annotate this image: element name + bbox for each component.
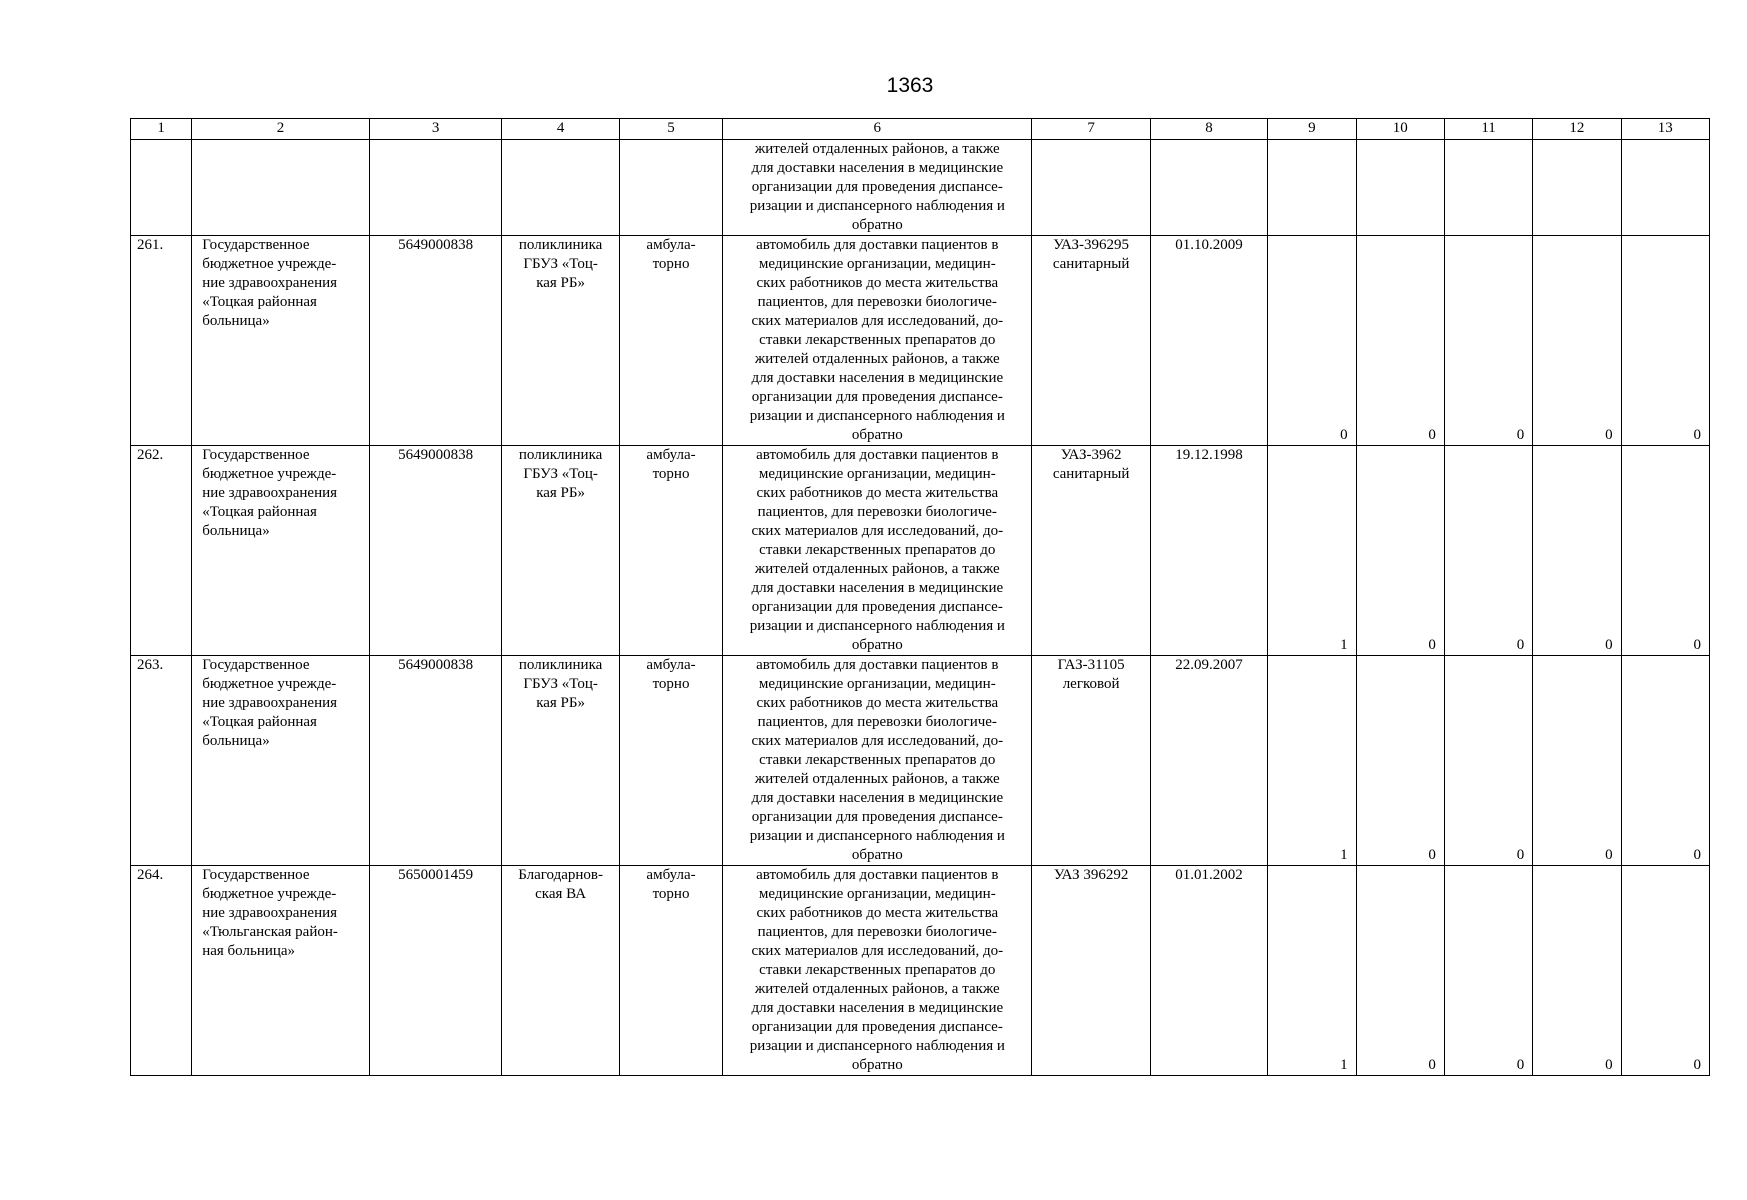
organization-line: больница» [202,313,270,329]
unit-line: поликлиника [518,447,603,463]
purpose-line: автомобиль для доставки пациентов в [756,657,999,673]
purpose-line: для доставки населения в медицинские [751,370,1004,386]
purpose-line: медицинские организации, медицин- [758,886,996,902]
organization-cell [192,446,370,656]
unit-cell [502,656,619,866]
purpose-line: для доставки населения в медицинские [751,1000,1004,1016]
column-header-cell: 4 [502,119,619,140]
purpose-line: ставки лекарственных препаратов до [759,542,996,558]
organization-line: ние здравоохранения [202,905,338,921]
vehicle-registry-table [130,118,1710,1076]
table-row [131,446,1710,656]
inn-cell: 5650001459 [369,866,502,1076]
empty-cell [1356,140,1444,236]
unit-line: Благодарнов- [518,867,604,883]
care-type-cell [619,446,722,656]
empty-cell [1533,140,1621,236]
column-header-cell: 13 [1621,119,1709,140]
vehicle-line: санитарный [1052,256,1130,272]
count-cell-12: 0 [1533,446,1621,656]
organization-line: больница» [202,523,270,539]
purpose-line: жителей отдаленных районов, а также [754,351,1000,367]
count-cell-9: 0 [1268,236,1356,446]
empty-cell [1444,140,1532,236]
date-cell: 01.01.2002 [1150,866,1267,1076]
purpose-cell [723,866,1032,1076]
count-cell-11: 0 [1444,236,1532,446]
column-header-cell: 9 [1268,119,1356,140]
care-type-line: амбула- [646,447,696,463]
purpose-line: ских работников до места жительства [756,695,999,711]
column-header-cell: 10 [1356,119,1444,140]
organization-line: Государственное [202,867,310,883]
care-type-line: торно [652,466,690,482]
organization-line: ние здравоохранения [202,695,338,711]
care-type-cell [619,236,722,446]
purpose-line: организации для проведения диспансе- [751,179,1003,195]
care-type-line: торно [652,256,690,272]
count-cell-11: 0 [1444,446,1532,656]
organization-line: Государственное [202,657,310,673]
column-header-cell: 12 [1533,119,1621,140]
purpose-line: ских работников до места жительства [756,485,999,501]
purpose-line: обратно [851,427,903,443]
organization-line: бюджетное учрежде- [202,256,337,272]
care-type-line: торно [652,886,690,902]
organization-line: «Тоцкая районная [202,714,317,730]
vehicle-cell [1032,866,1150,1076]
table-row [131,656,1710,866]
purpose-line: организации для проведения диспансе- [751,599,1003,615]
organization-line: ная больница» [202,943,296,959]
unit-cell [502,236,619,446]
purpose-cell [723,446,1032,656]
purpose-line: ризации и диспансерного наблюдения и [749,408,1005,424]
vehicle-line: УАЗ-396295 [1053,237,1129,253]
column-header-cell: 8 [1150,119,1267,140]
purpose-line: медицинские организации, медицин- [758,676,996,692]
empty-cell [131,140,192,236]
count-cell-13: 0 [1621,236,1709,446]
vehicle-line: УАЗ 396292 [1053,867,1129,883]
organization-line: Государственное [202,447,310,463]
purpose-line: обратно [851,217,903,233]
purpose-line: для доставки населения в медицинские [751,580,1004,596]
empty-cell [1268,140,1356,236]
purpose-line: медицинские организации, медицин- [758,466,996,482]
purpose-line: ризации и диспансерного наблюдения и [749,618,1005,634]
count-cell-10: 0 [1356,866,1444,1076]
unit-line: кая РБ» [536,695,586,711]
empty-cell [619,140,722,236]
care-type-line: амбула- [646,237,696,253]
table-body [131,119,1710,1076]
empty-cell [192,140,370,236]
vehicle-line: санитарный [1052,466,1130,482]
vehicle-line: ГАЗ-31105 [1057,657,1125,673]
count-cell-9: 1 [1268,446,1356,656]
purpose-line: ских работников до места жительства [756,905,999,921]
column-header-cell: 2 [192,119,370,140]
organization-line: больница» [202,733,270,749]
organization-line: «Тоцкая районная [202,504,317,520]
organization-line: бюджетное учрежде- [202,466,337,482]
organization-line: ние здравоохранения [202,485,338,501]
organization-line: бюджетное учрежде- [202,676,337,692]
count-cell-12: 0 [1533,236,1621,446]
vehicle-line: легковой [1062,676,1120,692]
count-cell-10: 0 [1356,446,1444,656]
unit-line: поликлиника [518,237,603,253]
purpose-line: ских материалов для исследований, до- [751,523,1004,539]
vehicle-cell [1032,446,1150,656]
purpose-line: для доставки населения в медицинские [751,790,1004,806]
purpose-line: ских материалов для исследований, до- [751,733,1004,749]
unit-line: ГБУЗ «Тоц- [523,676,598,692]
count-cell-11: 0 [1444,866,1532,1076]
count-cell-11: 0 [1444,656,1532,866]
count-cell-12: 0 [1533,656,1621,866]
purpose-line: ских материалов для исследований, до- [751,313,1004,329]
organization-line: «Тюльганская район- [202,924,338,940]
purpose-line: ставки лекарственных препаратов до [759,752,996,768]
organization-line: бюджетное учрежде- [202,886,337,902]
purpose-line: обратно [851,847,903,863]
organization-line: Государственное [202,237,310,253]
column-header-cell: 1 [131,119,192,140]
purpose-line: ризации и диспансерного наблюдения и [749,198,1005,214]
purpose-line: ризации и диспансерного наблюдения и [749,828,1005,844]
purpose-line: жителей отдаленных районов, а также [754,771,1000,787]
purpose-line: жителей отдаленных районов, а также [754,141,1000,157]
vehicle-cell [1032,656,1150,866]
care-type-cell [619,656,722,866]
count-cell-13: 0 [1621,866,1709,1076]
purpose-line: жителей отдаленных районов, а также [754,981,1000,997]
empty-cell [1621,140,1709,236]
column-header-cell: 3 [369,119,502,140]
purpose-line: автомобиль для доставки пациентов в [756,867,999,883]
inn-cell: 5649000838 [369,656,502,866]
organization-line: «Тоцкая районная [202,294,317,310]
purpose-line: ставки лекарственных препаратов до [759,332,996,348]
column-header-cell: 5 [619,119,722,140]
date-cell: 22.09.2007 [1150,656,1267,866]
count-cell-10: 0 [1356,236,1444,446]
organization-line: ние здравоохранения [202,275,338,291]
empty-cell [1150,140,1267,236]
care-type-cell [619,866,722,1076]
purpose-line: обратно [851,1057,903,1073]
column-header-cell: 6 [723,119,1032,140]
row-number-cell: 264. [131,866,192,1076]
purpose-line: пациентов, для перевозки биологиче- [757,714,997,730]
purpose-line: медицинские организации, медицин- [758,256,996,272]
unit-line: кая РБ» [536,485,586,501]
row-number-cell: 262. [131,446,192,656]
care-type-line: амбула- [646,867,696,883]
page-number: 1363 [886,74,934,97]
purpose-line: ских работников до места жительства [756,275,999,291]
purpose-line: автомобиль для доставки пациентов в [756,447,999,463]
vehicle-cell [1032,236,1150,446]
table-row [131,236,1710,446]
column-header-cell: 11 [1444,119,1532,140]
purpose-line: организации для проведения диспансе- [751,1019,1003,1035]
purpose-line: ских материалов для исследований, до- [751,943,1004,959]
row-number-cell: 261. [131,236,192,446]
purpose-line: для доставки населения в медицинские [751,160,1004,176]
date-cell: 01.10.2009 [1150,236,1267,446]
purpose-cell [723,656,1032,866]
continuation-row [131,140,1710,236]
purpose-line: пациентов, для перевозки биологиче- [757,504,997,520]
empty-cell [1032,140,1150,236]
count-cell-12: 0 [1533,866,1621,1076]
organization-cell [192,236,370,446]
table-row [131,866,1710,1076]
count-cell-9: 1 [1268,866,1356,1076]
column-number-header [131,119,1710,140]
purpose-line: ризации и диспансерного наблюдения и [749,1038,1005,1054]
purpose-line: пациентов, для перевозки биологиче- [757,924,997,940]
column-header-cell: 7 [1032,119,1150,140]
vehicle-line: УАЗ-3962 [1060,447,1122,463]
unit-cell [502,446,619,656]
date-cell: 19.12.1998 [1150,446,1267,656]
empty-cell [369,140,502,236]
purpose-line: автомобиль для доставки пациентов в [756,237,999,253]
unit-line: кая РБ» [536,275,586,291]
unit-line: ГБУЗ «Тоц- [523,466,598,482]
purpose-cell [723,236,1032,446]
inn-cell: 5649000838 [369,236,502,446]
unit-line: ская ВА [535,886,587,902]
purpose-line: пациентов, для перевозки биологиче- [757,294,997,310]
purpose-line: обратно [851,637,903,653]
count-cell-9: 1 [1268,656,1356,866]
care-type-line: торно [652,676,690,692]
unit-cell [502,866,619,1076]
count-cell-13: 0 [1621,656,1709,866]
inn-cell: 5649000838 [369,446,502,656]
organization-cell [192,656,370,866]
unit-line: ГБУЗ «Тоц- [523,256,598,272]
purpose-cell [723,140,1032,236]
count-cell-13: 0 [1621,446,1709,656]
care-type-line: амбула- [646,657,696,673]
purpose-line: организации для проведения диспансе- [751,809,1003,825]
purpose-line: жителей отдаленных районов, а также [754,561,1000,577]
unit-line: поликлиника [518,657,603,673]
row-number-cell: 263. [131,656,192,866]
purpose-line: ставки лекарственных препаратов до [759,962,996,978]
purpose-line: организации для проведения диспансе- [751,389,1003,405]
count-cell-10: 0 [1356,656,1444,866]
organization-cell [192,866,370,1076]
empty-cell [502,140,619,236]
